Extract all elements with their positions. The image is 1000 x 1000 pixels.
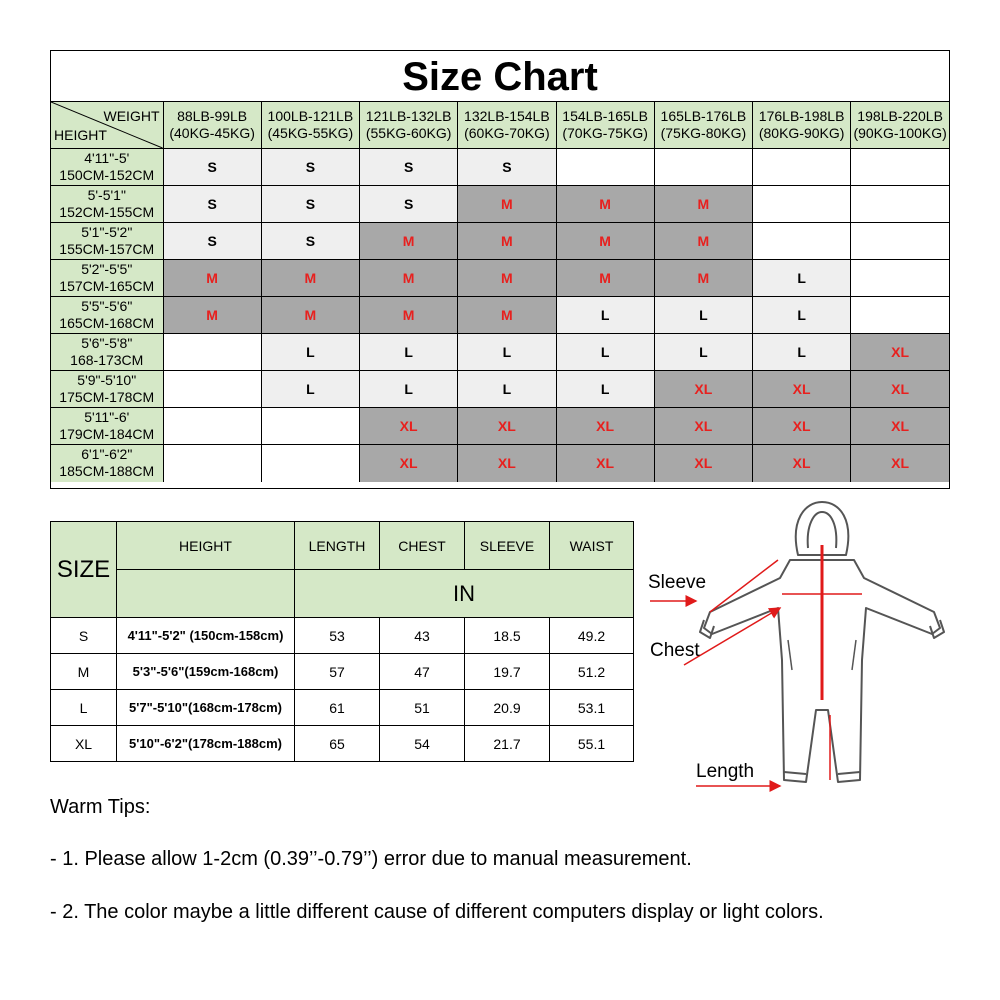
size-cell: M — [261, 297, 359, 334]
height-cm: 157CM-165CM — [59, 278, 155, 294]
size-cell: XL — [851, 371, 949, 408]
size-cell: XL — [851, 445, 949, 482]
length-column-header: LENGTH — [295, 522, 380, 570]
weight-lb: 154LB-165LB — [562, 108, 648, 124]
height-range-cell — [51, 371, 163, 408]
height-cell: 5'3"-5'6"(159cm-168cm) — [117, 654, 295, 690]
chest-cell: 47 — [380, 654, 465, 690]
size-cell: XL — [556, 408, 654, 445]
weight-column-header — [654, 102, 752, 149]
size-cell: XL — [51, 726, 117, 762]
sleeve-cell: 18.5 — [465, 618, 550, 654]
weight-column-header — [261, 102, 359, 149]
length-cell: 61 — [295, 690, 380, 726]
size-cell: M — [360, 297, 458, 334]
height-row — [51, 408, 949, 445]
weight-lb: 100LB-121LB — [267, 108, 354, 124]
size-cell — [851, 149, 949, 186]
height-range-cell — [51, 297, 163, 334]
height-ft: 6'1"-6'2" — [81, 446, 133, 463]
size-cell — [753, 223, 851, 260]
size-cell: XL — [753, 371, 851, 408]
height-cm: 168-173CM — [70, 352, 144, 368]
size-cell: S — [360, 149, 458, 186]
size-cell: XL — [654, 371, 752, 408]
size-cell: L — [654, 297, 752, 334]
weight-kg: (70KG-75KG) — [562, 125, 648, 141]
tip-1: - 1. Please allow 1-2cm (0.39’’-0.79’’) error due to manual measurement. — [50, 848, 692, 870]
size-cell: XL — [753, 408, 851, 445]
size-cell: S — [51, 618, 117, 654]
size-cell: L — [458, 334, 556, 371]
height-ft: 5'9"-5'10" — [77, 372, 137, 388]
height-range-cell — [51, 260, 163, 297]
weight-lb: 121LB-132LB — [365, 108, 452, 124]
chest-cell: 43 — [380, 618, 465, 654]
height-cm: 152CM-155CM — [59, 204, 155, 220]
weight-label: WEIGHT — [103, 108, 160, 124]
height-ft: 5'2"-5'5" — [81, 261, 133, 277]
size-cell: L — [51, 690, 117, 726]
height-ft: 4'11"-5' — [84, 150, 130, 166]
size-column-header: SIZE — [51, 522, 117, 618]
weight-column-header — [556, 102, 654, 149]
size-cell: L — [458, 371, 556, 408]
height-row — [51, 445, 949, 482]
size-cell: M — [458, 260, 556, 297]
size-cell: M — [654, 260, 752, 297]
waist-cell: 49.2 — [550, 618, 634, 654]
size-cell: M — [458, 186, 556, 223]
size-cell: S — [360, 186, 458, 223]
height-row — [51, 186, 949, 223]
size-cell: M — [51, 654, 117, 690]
size-cell — [851, 186, 949, 223]
size-chart-grid — [51, 102, 949, 482]
height-range-cell — [51, 408, 163, 445]
size-cell: M — [163, 297, 261, 334]
size-cell: S — [163, 149, 261, 186]
size-cell: XL — [753, 445, 851, 482]
jumpsuit-diagram — [640, 500, 960, 800]
size-cell — [163, 371, 261, 408]
weight-column-header — [163, 102, 261, 149]
height-cell: 5'10"-6'2"(178cm-188cm) — [117, 726, 295, 762]
size-cell: L — [753, 334, 851, 371]
height-ft: 5'-5'1" — [87, 187, 126, 203]
weight-lb: 198LB-220LB — [857, 108, 943, 124]
measurement-row — [51, 618, 634, 654]
size-cell: M — [556, 260, 654, 297]
weight-header-row — [51, 102, 949, 149]
size-cell: L — [556, 371, 654, 408]
height-ft: 5'6"-5'8" — [81, 335, 133, 351]
weight-column-header — [458, 102, 556, 149]
height-label: HEIGHT — [54, 127, 107, 143]
size-cell — [261, 408, 359, 445]
height-range-cell — [51, 186, 163, 223]
sleeve-cell: 20.9 — [465, 690, 550, 726]
size-cell — [163, 445, 261, 482]
size-cell: XL — [458, 445, 556, 482]
size-cell: M — [458, 223, 556, 260]
length-cell: 53 — [295, 618, 380, 654]
weight-lb: 165LB-176LB — [660, 108, 747, 124]
weight-column-header — [360, 102, 458, 149]
size-cell — [163, 334, 261, 371]
waist-cell: 55.1 — [550, 726, 634, 762]
chest-column-header: CHEST — [380, 522, 465, 570]
size-cell: XL — [360, 408, 458, 445]
size-cell: M — [360, 260, 458, 297]
size-cell: XL — [458, 408, 556, 445]
height-ft: 5'11"-6' — [84, 409, 130, 425]
size-cell: S — [163, 186, 261, 223]
height-cm: 185CM-188CM — [59, 463, 155, 480]
height-row — [51, 334, 949, 371]
size-cell: M — [654, 186, 752, 223]
size-cell: S — [261, 186, 359, 223]
height-row — [51, 149, 949, 186]
size-cell: M — [556, 186, 654, 223]
chest-cell: 51 — [380, 690, 465, 726]
measurement-row — [51, 690, 634, 726]
height-range-cell — [51, 223, 163, 260]
height-cm: 179CM-184CM — [59, 426, 155, 442]
size-cell: L — [654, 334, 752, 371]
size-cell — [851, 297, 949, 334]
sleeve-column-header: SLEEVE — [465, 522, 550, 570]
size-cell: L — [753, 260, 851, 297]
size-cell — [753, 149, 851, 186]
weight-kg: (80KG-90KG) — [758, 125, 845, 141]
sleeve-label: Sleeve — [648, 572, 707, 593]
size-cell — [261, 445, 359, 482]
waist-cell: 53.1 — [550, 690, 634, 726]
size-cell: L — [556, 334, 654, 371]
measurement-table — [50, 521, 634, 762]
weight-lb: 132LB-154LB — [464, 108, 550, 124]
size-cell: L — [360, 334, 458, 371]
height-cm: 165CM-168CM — [59, 315, 155, 331]
size-cell: S — [163, 223, 261, 260]
weight-kg: (55KG-60KG) — [365, 125, 452, 141]
size-cell: M — [654, 223, 752, 260]
height-row — [51, 223, 949, 260]
size-cell: M — [360, 223, 458, 260]
height-row — [51, 260, 949, 297]
weight-kg: (90KG-100KG) — [853, 125, 947, 141]
corner-cell — [51, 102, 163, 149]
size-cell: XL — [654, 408, 752, 445]
size-cell: L — [261, 371, 359, 408]
height-column-header: HEIGHT — [117, 522, 295, 570]
height-unit-blank — [117, 570, 295, 618]
waist-column-header: WAIST — [550, 522, 634, 570]
size-cell: M — [261, 260, 359, 297]
size-cell: XL — [654, 445, 752, 482]
height-ft: 5'1"-5'2" — [81, 224, 133, 240]
size-chart — [50, 50, 950, 489]
height-cell: 4'11"-5'2" (150cm-158cm) — [117, 618, 295, 654]
sleeve-cell: 21.7 — [465, 726, 550, 762]
size-cell: L — [556, 297, 654, 334]
size-cell — [851, 223, 949, 260]
size-cell: M — [163, 260, 261, 297]
weight-kg: (40KG-45KG) — [169, 125, 255, 141]
height-range-cell — [51, 445, 163, 482]
size-cell: L — [360, 371, 458, 408]
unit-label: IN — [295, 570, 634, 618]
size-cell — [851, 260, 949, 297]
height-cm: 150CM-152CM — [59, 167, 155, 183]
size-cell — [163, 408, 261, 445]
length-cell: 65 — [295, 726, 380, 762]
chest-cell: 54 — [380, 726, 465, 762]
sleeve-cell: 19.7 — [465, 654, 550, 690]
weight-kg: (60KG-70KG) — [464, 125, 550, 141]
size-cell: XL — [556, 445, 654, 482]
size-cell — [556, 149, 654, 186]
chart-title: Size Chart — [51, 51, 949, 102]
size-cell: XL — [360, 445, 458, 482]
length-label: Length — [696, 761, 755, 782]
length-cell: 57 — [295, 654, 380, 690]
height-cm: 155CM-157CM — [59, 241, 155, 257]
size-cell: XL — [851, 334, 949, 371]
height-range-cell — [51, 334, 163, 371]
size-cell: L — [261, 334, 359, 371]
tip-2: - 2. The color maybe a little different cause of different computers display or light colors. — [50, 901, 824, 923]
tips-heading: Warm Tips: — [50, 796, 151, 818]
height-cm: 175CM-178CM — [59, 389, 155, 405]
waist-cell: 51.2 — [550, 654, 634, 690]
height-row — [51, 297, 949, 334]
weight-kg: (45KG-55KG) — [267, 125, 354, 141]
size-cell: M — [458, 297, 556, 334]
weight-kg: (75KG-80KG) — [660, 125, 747, 141]
height-row — [51, 371, 949, 408]
size-cell: S — [458, 149, 556, 186]
size-cell: S — [261, 149, 359, 186]
height-cell: 5'7"-5'10"(168cm-178cm) — [117, 690, 295, 726]
measurement-row — [51, 726, 634, 762]
size-cell: L — [753, 297, 851, 334]
height-ft: 5'5"-5'6" — [81, 298, 133, 314]
size-cell: S — [261, 223, 359, 260]
weight-column-header — [753, 102, 851, 149]
size-cell: M — [556, 223, 654, 260]
weight-lb: 176LB-198LB — [758, 108, 845, 124]
weight-lb: 88LB-99LB — [177, 108, 248, 124]
weight-column-header — [851, 102, 949, 149]
height-range-cell — [51, 149, 163, 186]
measurement-row — [51, 654, 634, 690]
size-cell — [654, 149, 752, 186]
size-cell: XL — [851, 408, 949, 445]
size-cell — [753, 186, 851, 223]
chest-label: Chest — [650, 640, 700, 661]
